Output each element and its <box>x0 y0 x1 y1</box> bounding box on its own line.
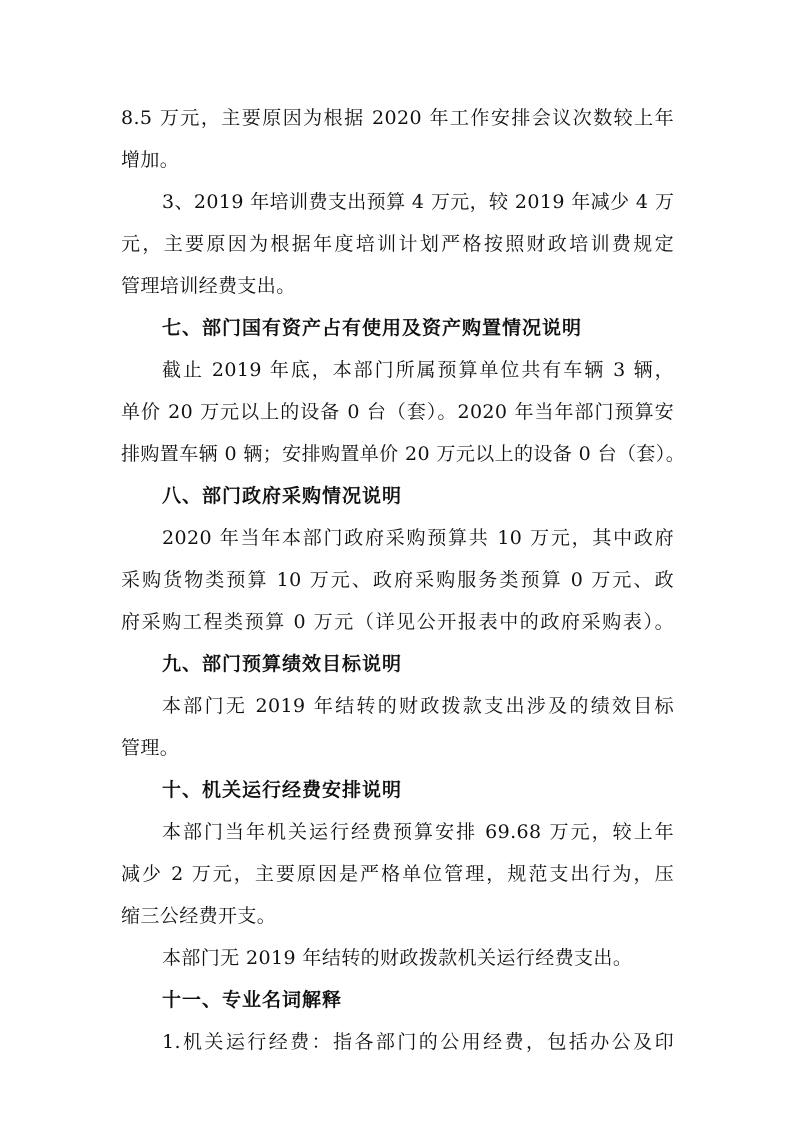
paragraph-line: 截止 2019 年底，本部门所属预算单位共有车辆 3 辆， <box>162 359 674 381</box>
paragraph-line: 府采购工程类预算 0 万元（详见公开报表中的政府采购表）。 <box>121 611 674 633</box>
paragraph-line: 单价 20 万元以上的设备 0 台（套）。2020 年当年部门预算安 <box>121 401 674 423</box>
paragraph-line: 1.机关运行经费：指各部门的公用经费，包括办公及印 <box>162 1031 674 1053</box>
section-heading: 九、部门预算绩效目标说明 <box>162 653 403 675</box>
paragraph-line: 排购置车辆 0 辆；安排购置单价 20 万元以上的设备 0 台（套）。 <box>121 443 686 465</box>
paragraph-line: 本部门无 2019 年结转的财政拨款机关运行经费支出。 <box>162 947 633 969</box>
paragraph-line: 元，主要原因为根据年度培训计划严格按照财政培训费规定 <box>121 233 674 255</box>
paragraph-line: 3、2019 年培训费支出预算 4 万元，较 2019 年减少 4 万 <box>162 191 675 213</box>
paragraph-line: 本部门当年机关运行经费预算安排 69.68 万元，较上年 <box>162 821 674 843</box>
paragraph-line: 采购货物类预算 10 万元、政府采购服务类预算 0 万元、政 <box>121 569 674 591</box>
section-heading: 十、机关运行经费安排说明 <box>162 779 403 801</box>
paragraph-line: 管理培训经费支出。 <box>121 275 296 297</box>
paragraph-line: 缩三公经费开支。 <box>121 905 277 927</box>
paragraph-line: 本部门无 2019 年结转的财政拨款支出涉及的绩效目标 <box>162 695 674 717</box>
paragraph-line: 2020 年当年本部门政府采购预算共 10 万元，其中政府 <box>162 527 674 549</box>
paragraph-line: 减少 2 万元，主要原因是严格单位管理，规范支出行为，压 <box>121 863 674 885</box>
section-heading: 十一、专业名词解释 <box>162 989 343 1011</box>
paragraph-line: 管理。 <box>121 737 180 759</box>
section-heading: 七、部门国有资产占有使用及资产购置情况说明 <box>162 317 583 339</box>
paragraph-line: 8.5 万元，主要原因为根据 2020 年工作安排会议次数较上年 <box>121 107 674 129</box>
paragraph-line: 增加。 <box>121 149 180 171</box>
section-heading: 八、部门政府采购情况说明 <box>162 485 403 507</box>
